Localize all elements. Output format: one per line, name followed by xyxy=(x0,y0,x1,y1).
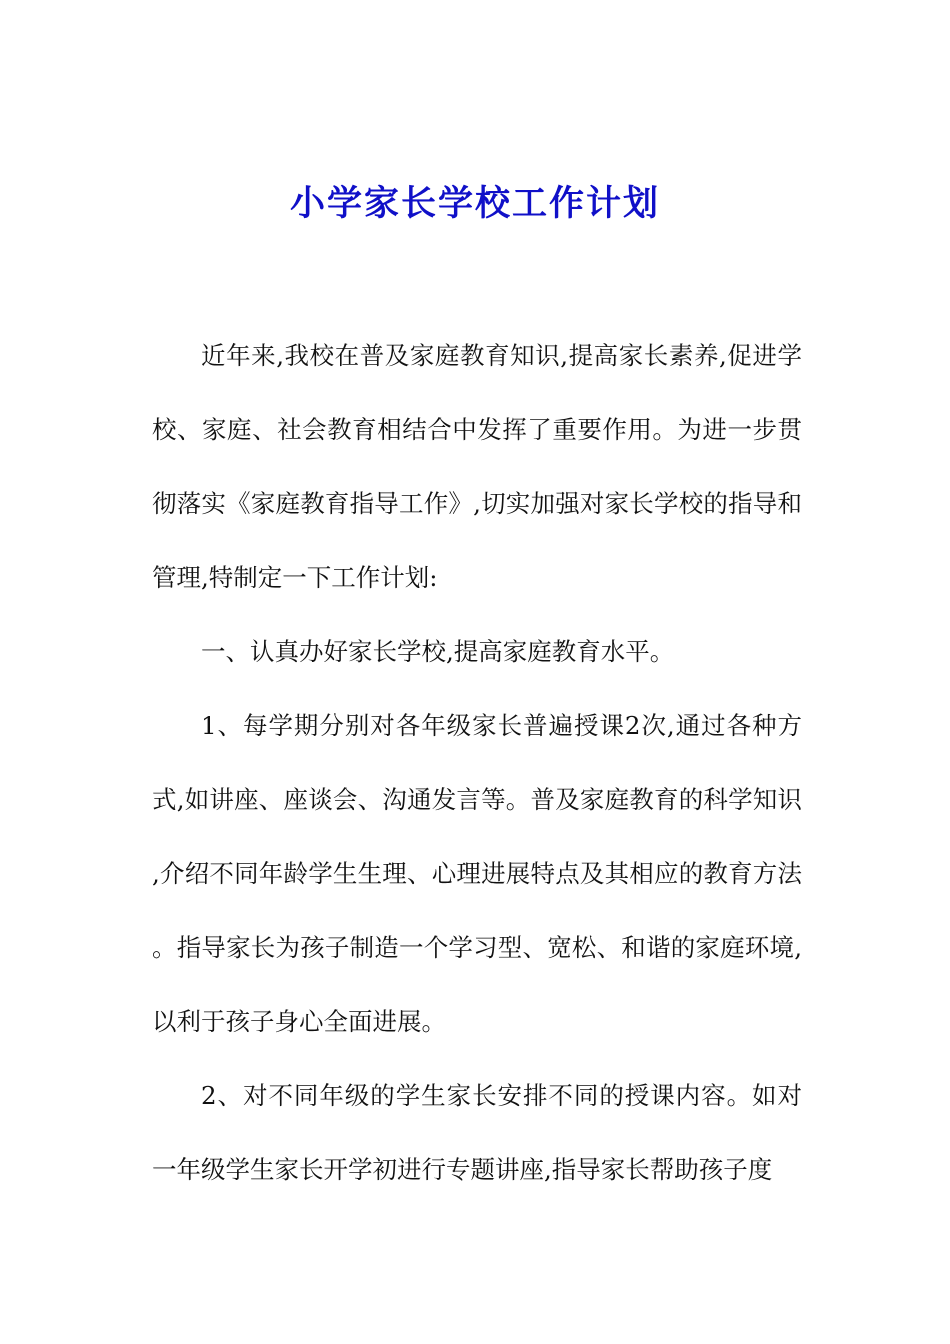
paragraph-section-heading-1: 一、认真办好家长学校,提高家庭教育水平。 xyxy=(201,637,675,666)
document-body xyxy=(152,319,802,1207)
document-title: 小学家长学校工作计划 xyxy=(289,183,660,224)
paragraph-item-2: 2、对不同年级的学生家长安排不同的授课内容。如对一年级学生家长开学初进行专题讲座,指导家长帮助孩子度 xyxy=(152,1081,802,1184)
paragraph-item-1: 1、每学期分别对各年级家长普遍授课2次,通过各种方式,如讲座、座谈会、沟通发言等。普及家庭教育的科学知识,介绍不同年龄学生生理、心理进展特点及其相应的教育方法。指导家长为孩子制造一个学习型、宽松、和谐的家庭环境,以利于孩子身心全面进展。 xyxy=(152,711,802,1036)
paragraph-intro: 近年来,我校在普及家庭教育知识,提高家长素养,促进学校、家庭、社会教育相结合中发挥了重要作用。为进一步贯彻落实《家庭教育指导工作》,切实加强对家长学校的指导和管理,特制定一下工作计划: xyxy=(152,341,802,592)
